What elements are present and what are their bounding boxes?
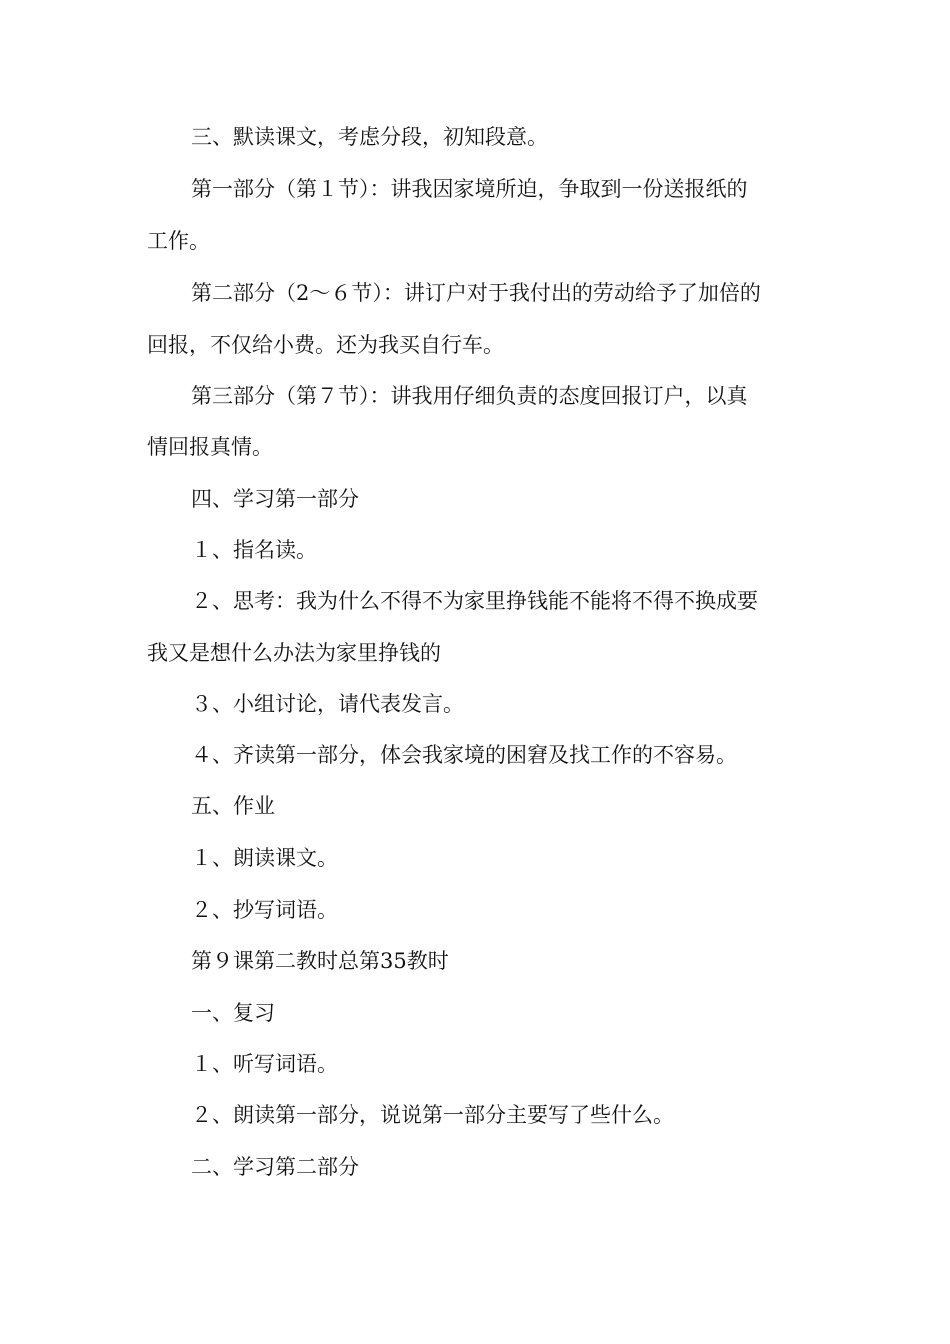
paragraph-part-2: 第二部分（2～６节）：讲订户对于我付出的劳动给予了加倍的 [191,281,761,305]
heading-part-2-study: 二、学习第二部分 [191,1155,359,1179]
list-item-4-3: ３、小组讨论，请代表发言。 [191,692,464,716]
list-item-4-2-cont: 我又是想什么办法为家里挣钱的 [147,641,441,665]
paragraph-part-1-cont: 工作。 [147,229,210,253]
lesson-title: 第９课第二教时总第35教时 [191,949,449,973]
list-item-5-1: １、朗读课文。 [191,846,338,870]
heading-review: 一、复习 [191,1001,275,1025]
list-item-review-1: １、听写词语。 [191,1052,338,1076]
paragraph-part-1: 第一部分（第１节）：讲我因家境所迫，争取到一份送报纸的 [191,177,748,201]
list-item-5-2: ２、抄写词语。 [191,898,338,922]
heading-section-5: 五、作业 [191,794,275,818]
paragraph-part-3-cont: 情回报真情。 [147,435,273,459]
list-item-review-2: ２、朗读第一部分，说说第一部分主要写了些什么。 [191,1103,674,1127]
list-item-4-4: ４、齐读第一部分，体会我家境的困窘及找工作的不容易。 [191,743,737,767]
heading-section-4: 四、学习第一部分 [191,487,359,511]
list-item-4-1: １、指名读。 [191,538,317,562]
heading-section-3: 三、默读课文，考虑分段，初知段意。 [191,125,548,149]
list-item-4-2: ２、思考：我为什么不得不为家里挣钱能不能将不得不换成要 [191,589,758,613]
paragraph-part-3: 第三部分（第７节）：讲我用仔细负责的态度回报订户，以真 [191,384,748,408]
paragraph-part-2-cont: 回报，不仅给小费。还为我买自行车。 [147,333,504,357]
